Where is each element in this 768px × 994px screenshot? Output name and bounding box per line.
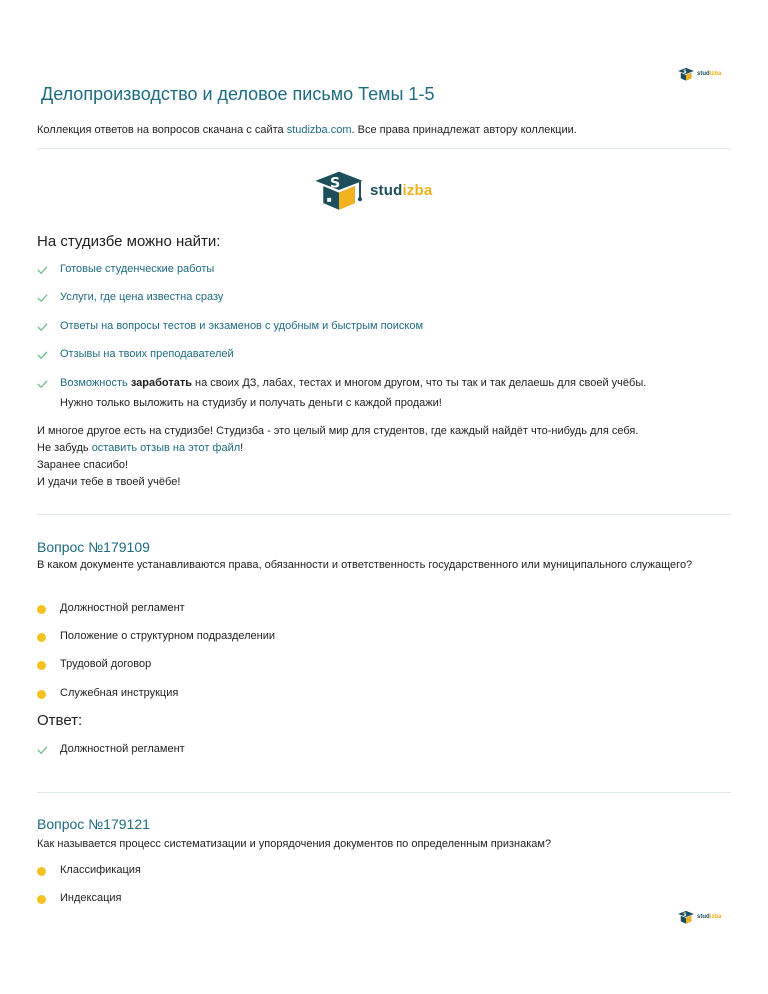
logo-text-part1: stud <box>697 71 710 77</box>
logo-text-part2: izba <box>402 181 433 199</box>
header-logo <box>677 67 721 81</box>
answer-heading: Ответ: <box>37 712 83 729</box>
svg-text:S: S <box>683 70 687 76</box>
question-title: Вопрос №179121 <box>37 816 150 832</box>
logo-text-part2: izba <box>709 914 722 920</box>
svg-text:S: S <box>683 913 687 919</box>
bullet-icon <box>37 661 46 670</box>
intro-text: Коллекция ответов на вопросов скачана с сайта studizba.com. Все права принадлежат автору коллекции. <box>37 124 577 136</box>
question-text: В каком документе устанавливаются права, обязанности и ответственность государственного или муниципального служащего? <box>37 559 693 571</box>
footer-logo <box>677 910 721 924</box>
question-text: Как называется процесс систематизации и упорядочения документов по определенным признакам? <box>37 838 552 850</box>
question-title: Вопрос №179109 <box>37 539 150 555</box>
review-link[interactable]: оставить отзыв на этот файл <box>91 442 241 454</box>
logo-text-part1: stud <box>370 181 403 199</box>
studizba-logo-icon <box>677 67 695 81</box>
page-title: Делопроизводство и деловое письмо Темы 1-5 <box>41 84 435 104</box>
center-logo <box>312 169 432 211</box>
check-icon <box>37 293 48 303</box>
more-text: И многое другое есть на студизбе! Студизба - это целый мир для студентов, где каждый найдёт что-нибудь для себя. Не забудь оставить отзыв на этот файл! Заранее спасибо! И удачи тебе в твоей учёбе! <box>37 425 639 488</box>
svg-text:S: S <box>329 175 341 192</box>
divider <box>37 514 731 515</box>
logo-text-part1: stud <box>697 914 710 920</box>
check-icon <box>37 745 48 755</box>
logo-text-part2: izba <box>709 71 722 77</box>
studizba-link[interactable]: studizba.com <box>286 124 352 136</box>
check-icon <box>37 379 48 389</box>
check-icon <box>37 265 48 275</box>
features-heading: На студизбе можно найти: <box>37 233 221 250</box>
divider <box>37 148 731 149</box>
studizba-logo-icon <box>677 910 695 924</box>
divider <box>37 792 731 793</box>
bullet-icon <box>37 690 46 699</box>
bullet-icon <box>37 605 46 614</box>
check-icon <box>37 350 48 360</box>
check-icon <box>37 322 48 332</box>
bullet-icon <box>37 895 46 904</box>
bullet-icon <box>37 867 46 876</box>
studizba-logo-icon <box>312 169 366 211</box>
bullet-icon <box>37 633 46 642</box>
